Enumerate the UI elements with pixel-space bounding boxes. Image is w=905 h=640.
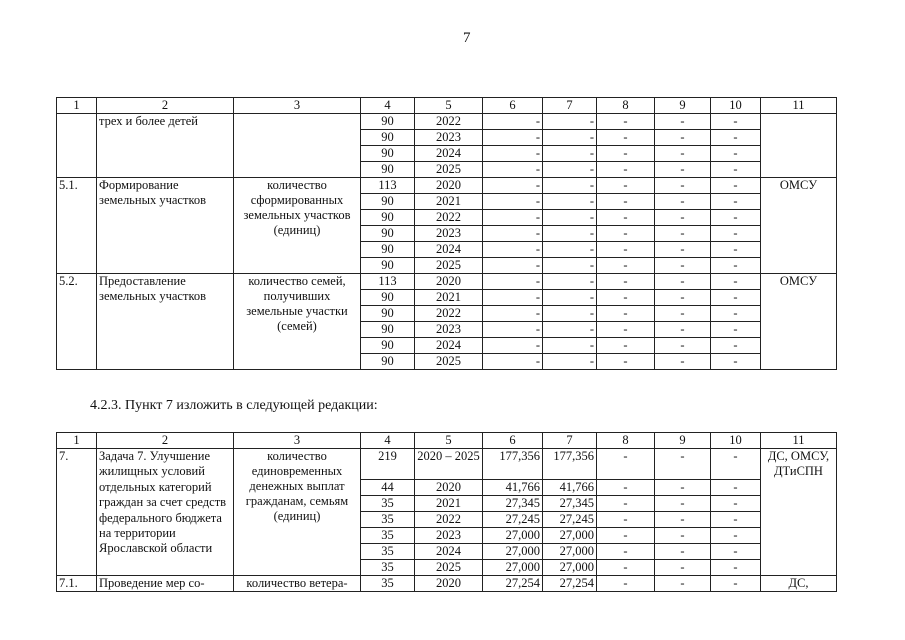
cell-col9: - <box>655 162 711 178</box>
cell-col8: - <box>597 290 655 306</box>
cell-col9: - <box>655 242 711 258</box>
cell-col7: - <box>543 242 597 258</box>
col-header: 10 <box>711 433 761 449</box>
cell-col10: - <box>711 512 761 528</box>
cell-col9: - <box>655 544 711 560</box>
cell-col9: - <box>655 354 711 370</box>
table-row <box>57 114 837 130</box>
cell-col10: - <box>711 242 761 258</box>
cell-col4: 90 <box>361 322 415 338</box>
item-name: Задача 7. Улучшение жилищных условий отдельных категорий граждан за счет средств федерального бюджета на территории Ярославской области <box>97 449 234 576</box>
item-responsible: ОМСУ <box>761 274 837 370</box>
cell-col9: - <box>655 114 711 130</box>
cell-col7: 177,356 <box>543 449 597 480</box>
cell-col8: - <box>597 194 655 210</box>
page-number: 7 <box>463 30 471 46</box>
cell-col4: 44 <box>361 480 415 496</box>
cell-col6: - <box>483 162 543 178</box>
cell-col9: - <box>655 130 711 146</box>
cell-col9: - <box>655 258 711 274</box>
col-header: 6 <box>483 98 543 114</box>
cell-col10: - <box>711 576 761 592</box>
cell-col4: 113 <box>361 178 415 194</box>
col-header: 8 <box>597 98 655 114</box>
cell-col9: - <box>655 146 711 162</box>
cell-col9: - <box>655 322 711 338</box>
item-name: Предоставление земельных участков <box>97 274 234 370</box>
cell-col7: - <box>543 130 597 146</box>
cell-col4: 90 <box>361 290 415 306</box>
col-header: 11 <box>761 98 837 114</box>
program-table-part-2 <box>56 432 837 592</box>
cell-col8: - <box>597 114 655 130</box>
cell-col6: - <box>483 194 543 210</box>
cell-col9: - <box>655 338 711 354</box>
cell-col5: 2020 – 2025 <box>415 449 483 480</box>
cell-col8: - <box>597 178 655 194</box>
cell-col5: 2020 <box>415 274 483 290</box>
cell-col9: - <box>655 306 711 322</box>
cell-col6: - <box>483 242 543 258</box>
cell-col8: - <box>597 146 655 162</box>
cell-col6: - <box>483 114 543 130</box>
cell-col10: - <box>711 290 761 306</box>
cell-col7: - <box>543 354 597 370</box>
cell-col8: - <box>597 210 655 226</box>
item-name: трех и более детей <box>97 114 234 178</box>
cell-col4: 90 <box>361 194 415 210</box>
cell-col7: - <box>543 338 597 354</box>
cell-col9: - <box>655 512 711 528</box>
cell-col5: 2021 <box>415 290 483 306</box>
cell-col10: - <box>711 114 761 130</box>
cell-col6: 41,766 <box>483 480 543 496</box>
cell-col7: - <box>543 162 597 178</box>
col-header: 7 <box>543 98 597 114</box>
cell-col4: 90 <box>361 210 415 226</box>
cell-col7: 27,254 <box>543 576 597 592</box>
cell-col6: - <box>483 322 543 338</box>
cell-col4: 35 <box>361 576 415 592</box>
cell-col7: 27,000 <box>543 560 597 576</box>
cell-col10: - <box>711 210 761 226</box>
cell-col10: - <box>711 162 761 178</box>
cell-col9: - <box>655 449 711 480</box>
item-indicator: количество семей, получивших земельные участки (семей) <box>234 274 361 370</box>
cell-col9: - <box>655 210 711 226</box>
col-header: 2 <box>97 98 234 114</box>
table-row <box>57 449 837 480</box>
cell-col6: - <box>483 290 543 306</box>
cell-col6: 27,245 <box>483 512 543 528</box>
cell-col4: 90 <box>361 146 415 162</box>
cell-col8: - <box>597 130 655 146</box>
cell-col4: 90 <box>361 130 415 146</box>
cell-col5: 2024 <box>415 242 483 258</box>
cell-col8: - <box>597 306 655 322</box>
cell-col4: 90 <box>361 162 415 178</box>
cell-col5: 2022 <box>415 512 483 528</box>
task-7-group <box>57 449 837 576</box>
cell-col9: - <box>655 528 711 544</box>
cell-col10: - <box>711 496 761 512</box>
col-header: 8 <box>597 433 655 449</box>
cell-col10: - <box>711 544 761 560</box>
cell-col5: 2025 <box>415 354 483 370</box>
cell-col8: - <box>597 226 655 242</box>
cell-col7: 27,345 <box>543 496 597 512</box>
cell-col6: - <box>483 226 543 242</box>
item-indicator: количество единовременных денежных выплат гражданам, семьям (единиц) <box>234 449 361 576</box>
cell-col5: 2024 <box>415 544 483 560</box>
cell-col8: - <box>597 258 655 274</box>
col-header: 9 <box>655 98 711 114</box>
cell-col5: 2020 <box>415 178 483 194</box>
cell-col7: - <box>543 290 597 306</box>
cell-col7: - <box>543 194 597 210</box>
cell-col5: 2021 <box>415 496 483 512</box>
cell-col7: - <box>543 146 597 162</box>
cell-col7: - <box>543 226 597 242</box>
cell-col5: 2025 <box>415 258 483 274</box>
col-header: 1 <box>57 98 97 114</box>
cell-col8: - <box>597 480 655 496</box>
col-header: 4 <box>361 98 415 114</box>
item-7-1-row <box>57 576 837 592</box>
section-note: 4.2.3. Пункт 7 изложить в следующей редакции: <box>90 398 378 413</box>
col-header: 11 <box>761 433 837 449</box>
cell-col9: - <box>655 480 711 496</box>
item-number: 7.1. <box>57 576 97 592</box>
cell-col5: 2022 <box>415 306 483 322</box>
cell-col6: 27,254 <box>483 576 543 592</box>
item-responsible <box>761 114 837 178</box>
cell-col6: - <box>483 354 543 370</box>
cell-col10: - <box>711 528 761 544</box>
col-header: 3 <box>234 98 361 114</box>
item-indicator <box>234 114 361 178</box>
cell-col5: 2020 <box>415 480 483 496</box>
cell-col10: - <box>711 178 761 194</box>
cell-col8: - <box>597 512 655 528</box>
cell-col5: 2025 <box>415 560 483 576</box>
cell-col8: - <box>597 274 655 290</box>
cell-col5: 2023 <box>415 226 483 242</box>
cell-col8: - <box>597 338 655 354</box>
cell-col8: - <box>597 528 655 544</box>
cell-col8: - <box>597 354 655 370</box>
cell-col7: - <box>543 258 597 274</box>
col-header: 6 <box>483 433 543 449</box>
cell-col10: - <box>711 258 761 274</box>
item-number <box>57 114 97 178</box>
cell-col8: - <box>597 322 655 338</box>
cell-col10: - <box>711 130 761 146</box>
cell-col5: 2024 <box>415 146 483 162</box>
col-header: 1 <box>57 433 97 449</box>
cell-col4: 90 <box>361 258 415 274</box>
cell-col10: - <box>711 306 761 322</box>
cell-col7: - <box>543 306 597 322</box>
cell-col6: 27,000 <box>483 528 543 544</box>
cell-col7: 27,000 <box>543 544 597 560</box>
col-header: 5 <box>415 433 483 449</box>
cell-col7: 41,766 <box>543 480 597 496</box>
col-header: 7 <box>543 433 597 449</box>
cell-col5: 2023 <box>415 528 483 544</box>
column-number-row <box>57 98 837 114</box>
col-header: 3 <box>234 433 361 449</box>
table-row <box>57 178 837 194</box>
cell-col6: - <box>483 130 543 146</box>
col-header: 9 <box>655 433 711 449</box>
item-5-2-group <box>57 274 837 370</box>
cell-col10: - <box>711 322 761 338</box>
cell-col6: 27,000 <box>483 544 543 560</box>
item-name: Формирование земельных участков <box>97 178 234 274</box>
cell-col6: - <box>483 258 543 274</box>
cell-col10: - <box>711 274 761 290</box>
cell-col5: 2022 <box>415 114 483 130</box>
cell-col4: 35 <box>361 528 415 544</box>
cell-col5: 2021 <box>415 194 483 210</box>
col-header: 4 <box>361 433 415 449</box>
cell-col9: - <box>655 226 711 242</box>
cell-col4: 90 <box>361 242 415 258</box>
cell-col7: - <box>543 114 597 130</box>
cell-col10: - <box>711 338 761 354</box>
column-number-row <box>57 433 837 449</box>
table-row <box>57 274 837 290</box>
cell-col7: 27,000 <box>543 528 597 544</box>
cell-col4: 90 <box>361 226 415 242</box>
cell-col4: 113 <box>361 274 415 290</box>
cell-col6: - <box>483 146 543 162</box>
cell-col6: - <box>483 178 543 194</box>
cell-col6: - <box>483 338 543 354</box>
cell-col9: - <box>655 290 711 306</box>
cell-col9: - <box>655 576 711 592</box>
cell-col8: - <box>597 544 655 560</box>
col-header: 10 <box>711 98 761 114</box>
cell-col4: 90 <box>361 306 415 322</box>
cell-col5: 2022 <box>415 210 483 226</box>
cell-col5: 2024 <box>415 338 483 354</box>
cell-col7: - <box>543 178 597 194</box>
cell-col4: 35 <box>361 496 415 512</box>
cell-col5: 2023 <box>415 130 483 146</box>
cell-col5: 2025 <box>415 162 483 178</box>
cell-col8: - <box>597 449 655 480</box>
cell-col7: - <box>543 322 597 338</box>
cell-col4: 90 <box>361 354 415 370</box>
cell-col4: 90 <box>361 114 415 130</box>
cell-col4: 219 <box>361 449 415 480</box>
cell-col8: - <box>597 242 655 258</box>
cell-col10: - <box>711 560 761 576</box>
cell-col8: - <box>597 576 655 592</box>
cell-col8: - <box>597 496 655 512</box>
cell-col9: - <box>655 194 711 210</box>
cell-col4: 90 <box>361 338 415 354</box>
cell-col4: 35 <box>361 512 415 528</box>
cell-col9: - <box>655 178 711 194</box>
item-responsible: ДС, ОМСУ, ДТиСПН <box>761 449 837 576</box>
cell-col9: - <box>655 560 711 576</box>
program-table-part-1 <box>56 97 837 370</box>
cell-col4: 35 <box>361 544 415 560</box>
cell-col6: - <box>483 306 543 322</box>
cell-col8: - <box>597 560 655 576</box>
item-number: 5.2. <box>57 274 97 370</box>
item-5-1-group <box>57 178 837 274</box>
cell-col7: - <box>543 274 597 290</box>
cell-col5: 2023 <box>415 322 483 338</box>
cell-col6: - <box>483 210 543 226</box>
cell-col6: - <box>483 274 543 290</box>
col-header: 2 <box>97 433 234 449</box>
cell-col7: - <box>543 210 597 226</box>
cell-col9: - <box>655 274 711 290</box>
cell-col6: 27,000 <box>483 560 543 576</box>
item-number: 7. <box>57 449 97 576</box>
cell-col10: - <box>711 480 761 496</box>
cell-col7: 27,245 <box>543 512 597 528</box>
cell-col6: 27,345 <box>483 496 543 512</box>
cell-col6: 177,356 <box>483 449 543 480</box>
cell-col8: - <box>597 162 655 178</box>
item-number: 5.1. <box>57 178 97 274</box>
item-indicator: количество сформированных земельных участков (единиц) <box>234 178 361 274</box>
cell-col10: - <box>711 146 761 162</box>
cell-col10: - <box>711 194 761 210</box>
item-indicator: количество ветера- <box>234 576 361 592</box>
continuation-group <box>57 114 837 178</box>
item-responsible: ОМСУ <box>761 178 837 274</box>
cell-col10: - <box>711 354 761 370</box>
cell-col10: - <box>711 226 761 242</box>
col-header: 5 <box>415 98 483 114</box>
cell-col4: 35 <box>361 560 415 576</box>
cell-col5: 2020 <box>415 576 483 592</box>
item-name: Проведение мер со- <box>97 576 234 592</box>
cell-col10: - <box>711 449 761 480</box>
item-responsible: ДС, <box>761 576 837 592</box>
cell-col9: - <box>655 496 711 512</box>
